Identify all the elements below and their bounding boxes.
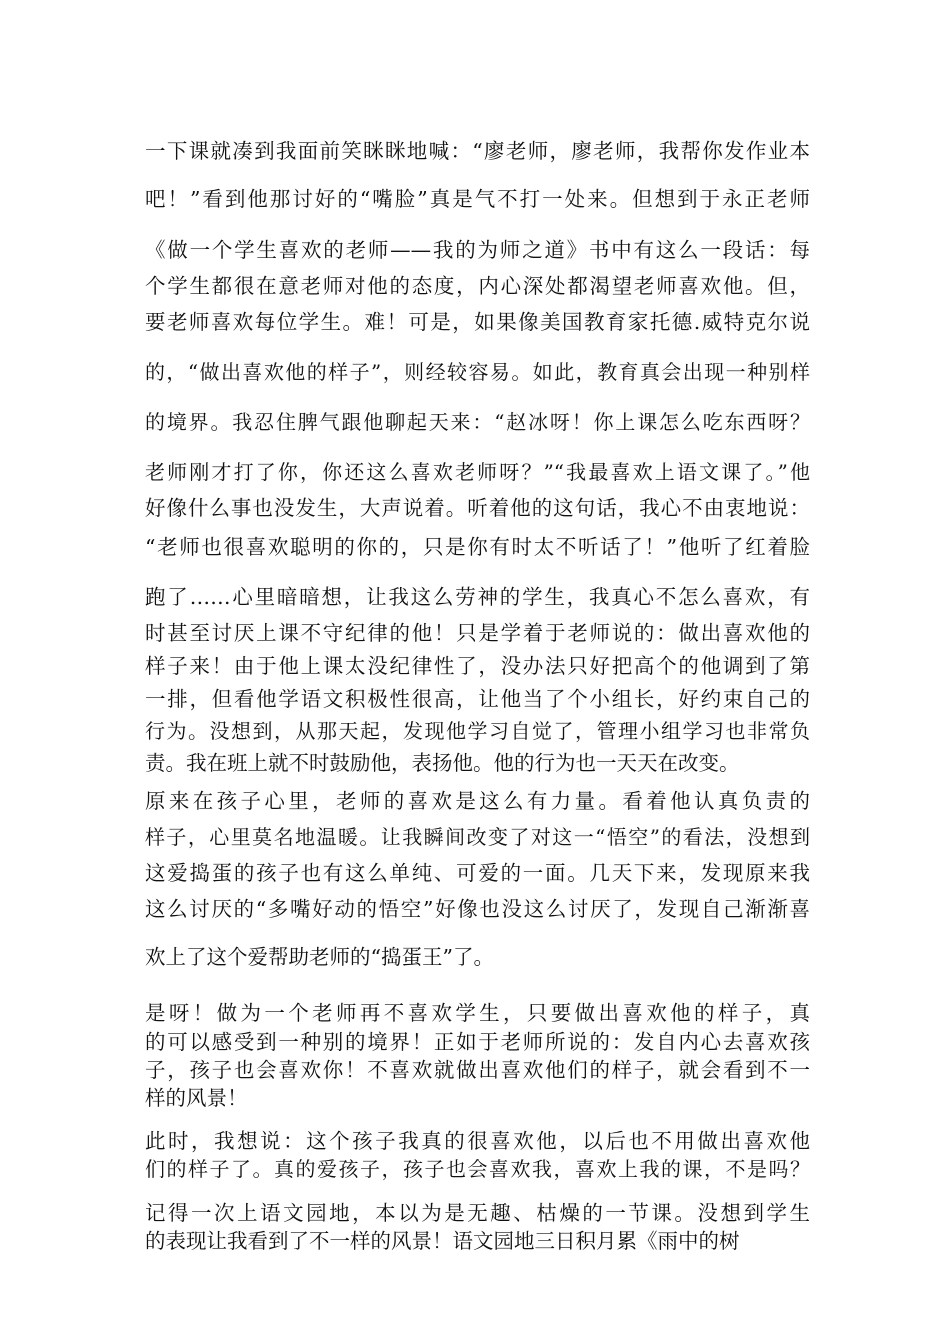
text-line: 责。我在班上就不时鼓励他，表扬他。他的行为也一天天在改变。 [145, 751, 740, 775]
text-line: 要老师喜欢每位学生。难！可是，如果像美国教育家托德.威特克尔说 [145, 310, 810, 334]
text-line: 个学生都很在意老师对他的态度，内心深处都渴望老师喜欢他。但， [145, 274, 810, 298]
text-line: 一排，但看他学语文积极性很高，让他当了个小组长，好约束自己的 [145, 687, 810, 711]
text-line: 欢上了这个爱帮助老师的“捣蛋王”了。 [145, 945, 494, 969]
text-line: 样的风景！ [145, 1086, 248, 1110]
text-line: 样子，心里莫名地温暖。让我瞬间改变了对这一“悟空”的看法，没想到 [145, 825, 810, 849]
text-line: “老师也很喜欢聪明的你的，只是你有时太不听话了！”他听了红着脸 [145, 535, 810, 559]
text-line: 行为。没想到，从那天起，发现他学习自觉了，管理小组学习也非常负 [145, 719, 810, 743]
text-line: 的可以感受到一种别的境界！正如于老师所说的：发自内心去喜欢孩 [145, 1030, 810, 1054]
text-line: 时甚至讨厌上课不守纪律的他！只是学着于老师说的：做出喜欢他的 [145, 621, 810, 645]
text-line: 的，“做出喜欢他的样子”，则经较容易。如此，教育真会出现一种别样 [145, 360, 810, 384]
text-line: 记得一次上语文园地，本以为是无趣、枯燥的一节课。没想到学生 [145, 1201, 810, 1225]
text-line: 《做一个学生喜欢的老师——我的为师之道》书中有这么一段话：每 [145, 238, 810, 262]
text-line: 是呀！做为一个老师再不喜欢学生，只要做出喜欢他的样子，真 [145, 1001, 810, 1025]
text-line: 的表现让我看到了不一样的风景！语文园地三日积月累《雨中的树 [145, 1229, 740, 1253]
text-line: 老师刚才打了你，你还这么喜欢老师呀？”“我最喜欢上语文课了。”他 [145, 460, 810, 484]
text-line: 样子来！由于他上课太没纪律性了，没办法只好把高个的他调到了第 [145, 654, 810, 678]
text-line: 这爱捣蛋的孩子也有这么单纯、可爱的一面。几天下来，发现原来我 [145, 861, 810, 885]
text-line: 此时，我想说：这个孩子我真的很喜欢他，以后也不用做出喜欢他 [145, 1129, 810, 1153]
text-line: 原来在孩子心里，老师的喜欢是这么有力量。看着他认真负责的 [145, 789, 810, 813]
text-line: 的境界。我忍住脾气跟他聊起天来：“赵冰呀！你上课怎么吃东西呀？ [145, 410, 810, 434]
text-line: 一下课就凑到我面前笑眯眯地喊：“廖老师，廖老师，我帮你发作业本 [145, 139, 810, 163]
text-line: 吧！”看到他那讨好的“嘴脸”真是气不打一处来。但想到于永正老师 [145, 187, 810, 211]
text-line: 跑了……心里暗暗想，让我这么劳神的学生，我真心不怎么喜欢，有 [145, 585, 810, 609]
text-line: 这么讨厌的“多嘴好动的悟空”好像也没这么讨厌了，发现自己渐渐喜 [145, 897, 810, 921]
text-line: 好像什么事也没发生，大声说着。听着他的这句话，我心不由衷地说： [145, 496, 810, 520]
text-line: 子，孩子也会喜欢你！不喜欢就做出喜欢他们的样子，就会看到不一 [145, 1058, 810, 1082]
text-line: 们的样子了。真的爱孩子，孩子也会喜欢我，喜欢上我的课，不是吗？ [145, 1157, 810, 1181]
